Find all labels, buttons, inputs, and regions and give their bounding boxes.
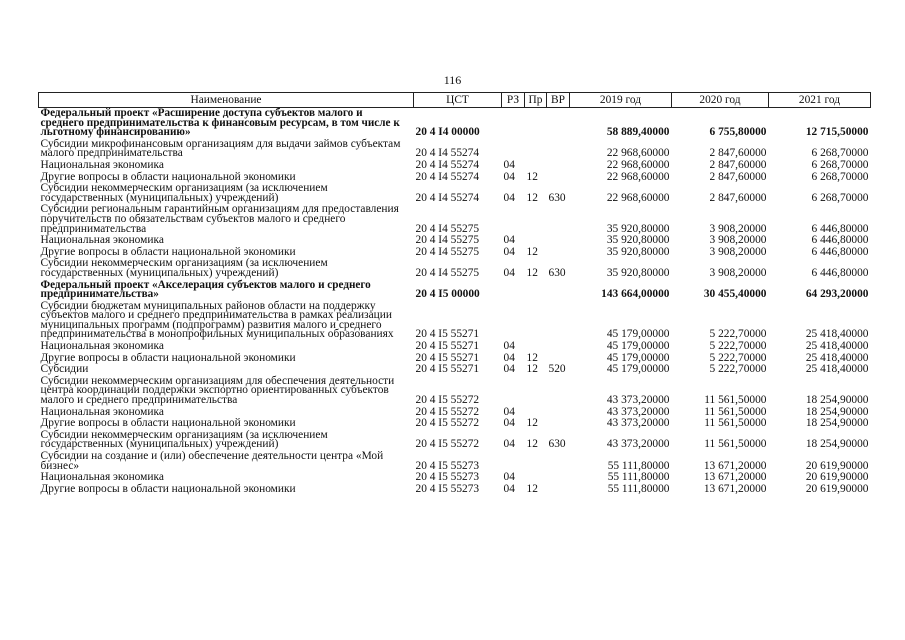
row-vr bbox=[547, 139, 570, 160]
row-vr bbox=[547, 160, 570, 172]
row-pr bbox=[525, 108, 547, 139]
row-cst: 20 4 I5 55272 bbox=[415, 405, 480, 418]
table-header-row bbox=[39, 93, 871, 108]
row-name: Национальная экономика bbox=[40, 340, 164, 353]
table-row bbox=[39, 139, 871, 160]
row-name: Национальная экономика bbox=[40, 405, 164, 418]
row-2019: 22 968,60000 bbox=[606, 158, 670, 171]
row-2020: 2 847,60000 bbox=[709, 170, 767, 183]
row-pr bbox=[525, 139, 547, 160]
row-2020: 13 671,20000 bbox=[703, 459, 767, 472]
row-cst: 20 4 I4 55274 bbox=[415, 170, 480, 183]
row-pr: 12 bbox=[526, 266, 538, 279]
table-row bbox=[39, 341, 871, 353]
budget-table bbox=[38, 92, 871, 495]
row-cst: 20 4 I5 55272 bbox=[415, 417, 480, 430]
row-pr bbox=[525, 235, 547, 247]
row-2020: 5 222,70000 bbox=[709, 363, 767, 376]
row-cst: 20 4 I5 55272 bbox=[415, 438, 480, 451]
row-rz: 04 bbox=[503, 417, 515, 430]
row-2021: 25 418,40000 bbox=[805, 351, 869, 364]
row-pr: 12 bbox=[526, 417, 538, 430]
row-vr bbox=[547, 418, 570, 430]
row-pr bbox=[525, 204, 547, 235]
row-2019: 35 920,80000 bbox=[606, 222, 670, 235]
row-2021: 6 268,70000 bbox=[811, 170, 869, 183]
row-rz: 04 bbox=[503, 405, 515, 418]
row-pr bbox=[525, 376, 547, 407]
row-2019: 45 179,00000 bbox=[606, 340, 670, 353]
row-vr: 630 bbox=[548, 191, 566, 204]
row-2020: 5 222,70000 bbox=[709, 328, 767, 341]
table-body bbox=[39, 108, 871, 496]
row-vr bbox=[547, 280, 570, 301]
row-2019: 55 111,80000 bbox=[607, 482, 670, 495]
header-name: Наименование bbox=[39, 93, 414, 108]
row-cst: 20 4 I5 55272 bbox=[415, 394, 480, 407]
row-vr bbox=[547, 247, 570, 259]
row-2019: 43 373,20000 bbox=[606, 394, 670, 407]
row-name: Субсидии на создание и (или) обеспечение деятельности центра «Мой бизнес» bbox=[40, 450, 384, 472]
row-2021: 12 715,50000 bbox=[805, 126, 869, 139]
row-pr bbox=[525, 341, 547, 353]
row-2020: 3 908,20000 bbox=[709, 245, 767, 258]
row-rz bbox=[502, 204, 525, 235]
row-cst: 20 4 I5 55273 bbox=[415, 482, 480, 495]
table-row bbox=[39, 376, 871, 407]
row-name: Субсидии микрофинансовым организациям для выдачи займов субъектам малого предпринимательства bbox=[40, 137, 401, 160]
row-rz: 04 bbox=[503, 363, 515, 376]
row-vr bbox=[547, 407, 570, 419]
row-2020: 6 755,80000 bbox=[709, 126, 767, 139]
row-2020: 11 561,50000 bbox=[704, 438, 767, 451]
row-2019: 58 889,40000 bbox=[606, 126, 670, 139]
row-2019: 143 664,00000 bbox=[601, 288, 670, 301]
row-rz: 04 bbox=[503, 158, 515, 171]
row-2021: 6 268,70000 bbox=[811, 147, 869, 160]
row-rz bbox=[502, 376, 525, 407]
row-name: Субсидии некоммерческим организациям (за исключением государственных (муниципальных) учреждений) bbox=[40, 257, 328, 279]
row-2020: 5 222,70000 bbox=[709, 351, 767, 364]
row-2020: 13 671,20000 bbox=[703, 482, 767, 495]
row-cst: 20 4 I5 55271 bbox=[415, 328, 480, 341]
row-2021: 6 446,80000 bbox=[811, 222, 869, 235]
row-rz: 04 bbox=[503, 438, 515, 451]
row-pr: 12 bbox=[526, 351, 538, 364]
row-rz bbox=[502, 301, 525, 341]
row-name: Другие вопросы в области национальной экономики bbox=[40, 417, 296, 430]
row-pr: 12 bbox=[526, 170, 538, 183]
row-2020: 30 455,40000 bbox=[703, 288, 767, 301]
row-cst: 20 4 I4 00000 bbox=[415, 126, 480, 139]
row-2019: 43 373,20000 bbox=[606, 438, 670, 451]
table-row bbox=[39, 430, 871, 451]
header-cst: ЦСТ bbox=[414, 93, 502, 108]
row-2019: 43 373,20000 bbox=[606, 417, 670, 430]
row-pr: 12 bbox=[526, 363, 538, 376]
row-name: Другие вопросы в области национальной экономики bbox=[40, 482, 296, 495]
row-rz: 04 bbox=[503, 340, 515, 353]
row-rz: 04 bbox=[503, 191, 515, 204]
header-pr: Пр bbox=[525, 93, 547, 108]
row-name: Субсидии региональным гарантийным организациям для предоставления поручительств по обязательствам субъектов малого и среднего предпринимательства bbox=[40, 203, 399, 235]
row-2020: 11 561,50000 bbox=[704, 394, 767, 407]
row-2021: 18 254,90000 bbox=[805, 438, 869, 451]
row-2021: 6 446,80000 bbox=[811, 234, 869, 247]
row-cst: 20 4 I4 55275 bbox=[415, 222, 480, 235]
row-name: Другие вопросы в области национальной экономики bbox=[40, 170, 296, 183]
row-name: Национальная экономика bbox=[40, 158, 164, 171]
row-2020: 3 908,20000 bbox=[709, 266, 767, 279]
row-vr bbox=[547, 204, 570, 235]
row-vr: 630 bbox=[548, 266, 566, 279]
row-vr bbox=[547, 108, 570, 139]
row-cst: 20 4 I5 55273 bbox=[415, 471, 480, 484]
row-2021: 20 619,90000 bbox=[805, 482, 869, 495]
row-pr: 12 bbox=[526, 245, 538, 258]
row-name: Национальная экономика bbox=[40, 234, 164, 247]
row-2019: 22 968,60000 bbox=[606, 170, 670, 183]
row-cst: 20 4 I5 00000 bbox=[415, 288, 480, 301]
header-2021: 2021 год bbox=[769, 93, 871, 108]
row-2020: 11 561,50000 bbox=[704, 417, 767, 430]
table-row bbox=[39, 484, 871, 496]
row-cst: 20 4 I5 55271 bbox=[415, 363, 480, 376]
row-rz: 04 bbox=[503, 266, 515, 279]
row-vr: 630 bbox=[548, 438, 566, 451]
row-rz: 04 bbox=[503, 170, 515, 183]
row-rz bbox=[502, 280, 525, 301]
row-cst: 20 4 I5 55271 bbox=[415, 340, 480, 353]
row-2020: 3 908,20000 bbox=[709, 222, 767, 235]
row-pr bbox=[525, 280, 547, 301]
row-vr bbox=[547, 172, 570, 184]
row-2020: 11 561,50000 bbox=[704, 405, 767, 418]
row-pr: 12 bbox=[526, 438, 538, 451]
row-name: Национальная экономика bbox=[40, 471, 164, 484]
row-cst: 20 4 I4 55274 bbox=[415, 147, 480, 160]
header-rz: РЗ bbox=[502, 93, 525, 108]
row-2020: 13 671,20000 bbox=[703, 471, 767, 484]
row-rz bbox=[502, 451, 525, 472]
row-2019: 35 920,80000 bbox=[606, 245, 670, 258]
row-2020: 2 847,60000 bbox=[709, 158, 767, 171]
row-cst: 20 4 I4 55274 bbox=[415, 158, 480, 171]
row-vr bbox=[547, 472, 570, 484]
row-2021: 18 254,90000 bbox=[805, 394, 869, 407]
row-rz: 04 bbox=[503, 471, 515, 484]
row-2019: 55 111,80000 bbox=[607, 459, 670, 472]
table-row bbox=[39, 235, 871, 247]
row-rz: 04 bbox=[503, 234, 515, 247]
row-name: Субсидии некоммерческим организациям (за исключением государственных (муниципальных) учреждений) bbox=[40, 182, 328, 204]
row-2020: 2 847,60000 bbox=[709, 191, 767, 204]
row-name: Субсидии некоммерческим организациям для обеспечения деятельности центра координации поддержки экспортно ориентированных субъектов малого и среднего предпринимательства bbox=[40, 374, 395, 407]
row-2021: 6 268,70000 bbox=[811, 191, 869, 204]
row-vr bbox=[547, 376, 570, 407]
header-vr: ВР bbox=[547, 93, 570, 108]
row-2019: 43 373,20000 bbox=[606, 405, 670, 418]
row-rz bbox=[502, 108, 525, 139]
row-2020: 5 222,70000 bbox=[709, 340, 767, 353]
row-2021: 20 619,90000 bbox=[805, 459, 869, 472]
page-number: 116 bbox=[443, 73, 462, 87]
row-pr: 12 bbox=[526, 191, 538, 204]
table-row bbox=[39, 451, 871, 472]
row-name: Субсидии bbox=[40, 363, 89, 376]
row-2019: 45 179,00000 bbox=[606, 351, 670, 364]
row-2021: 6 446,80000 bbox=[811, 266, 869, 279]
row-2019: 35 920,80000 bbox=[606, 234, 670, 247]
table-row bbox=[39, 183, 871, 204]
row-vr bbox=[547, 451, 570, 472]
row-rz: 04 bbox=[503, 482, 515, 495]
row-2021: 25 418,40000 bbox=[805, 363, 869, 376]
row-2019: 22 968,60000 bbox=[606, 191, 670, 204]
row-name: Субсидии бюджетам муниципальных районов области на поддержку субъектов малого и среднего предпринимательства в рамках реализации муниципальных программ (подпрограмм) развития малого и среднего предпринимательства в монопрофильных муниципальных образованиях bbox=[40, 299, 394, 341]
row-rz: 04 bbox=[503, 351, 515, 364]
row-2021: 18 254,90000 bbox=[805, 417, 869, 430]
row-rz: 04 bbox=[503, 245, 515, 258]
row-2021: 64 293,20000 bbox=[805, 288, 869, 301]
row-cst: 20 4 I5 55273 bbox=[415, 459, 480, 472]
row-name: Другие вопросы в области национальной экономики bbox=[40, 245, 296, 258]
row-name: Субсидии некоммерческим организациям (за исключением государственных (муниципальных) учреждений) bbox=[40, 428, 328, 451]
row-name: Другие вопросы в области национальной экономики bbox=[40, 351, 296, 364]
row-2021: 6 268,70000 bbox=[811, 158, 869, 171]
row-vr bbox=[547, 301, 570, 341]
table-row bbox=[39, 204, 871, 235]
row-pr bbox=[525, 451, 547, 472]
row-cst: 20 4 I4 55275 bbox=[415, 234, 480, 247]
row-2019: 22 968,60000 bbox=[606, 147, 670, 160]
table-row-project bbox=[39, 280, 871, 301]
row-cst: 20 4 I4 55275 bbox=[415, 245, 480, 258]
row-cst: 20 4 I5 55271 bbox=[415, 351, 480, 364]
row-vr bbox=[547, 484, 570, 496]
row-2019: 55 111,80000 bbox=[607, 471, 670, 484]
table-row-project bbox=[39, 108, 871, 139]
row-2021: 20 619,90000 bbox=[805, 471, 869, 484]
row-vr bbox=[547, 341, 570, 353]
row-2021: 18 254,90000 bbox=[805, 405, 869, 418]
row-2020: 2 847,60000 bbox=[709, 147, 767, 160]
table-row bbox=[39, 258, 871, 279]
row-name: Федеральный проект «Расширение доступа субъектов малого и среднего предпринимательства к финансовым ресурсам, в том числе к льготному финансированию» bbox=[40, 107, 400, 139]
row-name: Федеральный проект «Акселерация субъектов малого и среднего предпринимательства» bbox=[40, 278, 371, 301]
row-cst: 20 4 I4 55274 bbox=[415, 191, 480, 204]
row-2021: 6 446,80000 bbox=[811, 245, 869, 258]
row-2019: 45 179,00000 bbox=[606, 328, 670, 341]
row-pr bbox=[525, 301, 547, 341]
table-row bbox=[39, 301, 871, 341]
header-2019: 2019 год bbox=[570, 93, 672, 108]
row-2021: 25 418,40000 bbox=[805, 328, 869, 341]
row-rz bbox=[502, 139, 525, 160]
row-vr bbox=[547, 235, 570, 247]
row-2021: 25 418,40000 bbox=[805, 340, 869, 353]
row-2019: 35 920,80000 bbox=[606, 266, 670, 279]
row-vr: 520 bbox=[548, 363, 566, 376]
row-2020: 3 908,20000 bbox=[709, 234, 767, 247]
row-pr: 12 bbox=[526, 482, 538, 495]
row-cst: 20 4 I4 55275 bbox=[415, 266, 480, 279]
table-row bbox=[39, 160, 871, 172]
row-pr bbox=[525, 160, 547, 172]
row-2019: 45 179,00000 bbox=[606, 363, 670, 376]
header-2020: 2020 год bbox=[672, 93, 769, 108]
